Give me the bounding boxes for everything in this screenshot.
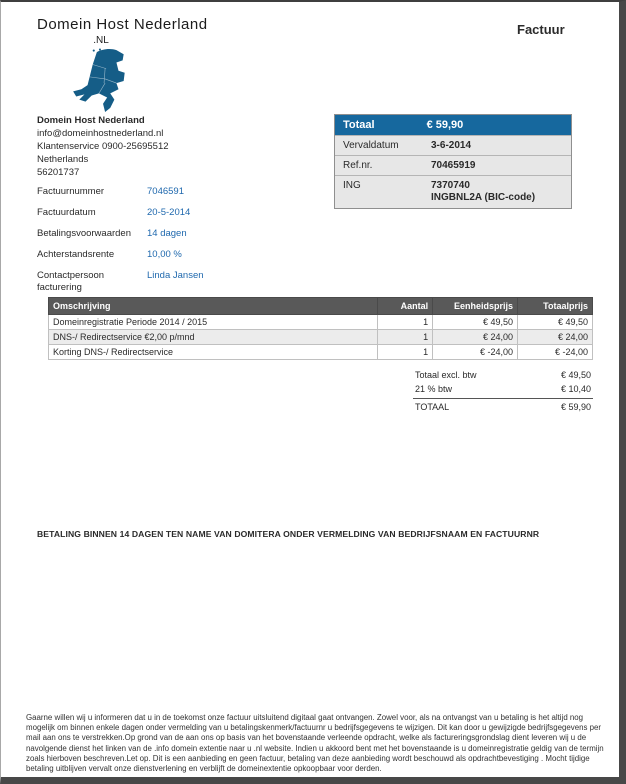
sender-email: info@domeinhostnederland.nl — [37, 128, 164, 139]
item-total-price: € 24,00 — [518, 330, 593, 345]
totals-row-grand-total — [413, 398, 593, 414]
total-amount: € 59,90 — [426, 119, 464, 131]
meta-label: Contactpersoon facturering — [37, 270, 105, 293]
total-summary-body — [335, 135, 571, 208]
totals-label: 21 % btw — [415, 384, 453, 394]
table-row — [49, 315, 593, 330]
summary-row-vervaldatum — [335, 135, 571, 155]
totals-block — [413, 368, 593, 414]
item-unit-price: € -24,00 — [433, 345, 518, 360]
late-interest-rate: 10,00 % — [147, 249, 182, 260]
meta-row-factuurdatum — [37, 207, 317, 219]
sender-phone: Klantenservice 0900-25695512 — [37, 141, 169, 152]
item-quantity: 1 — [378, 330, 433, 345]
item-unit-price: € 24,00 — [433, 330, 518, 345]
payment-terms: 14 dagen — [147, 228, 187, 239]
company-logo — [37, 16, 297, 46]
table-row — [49, 345, 593, 360]
invoice-date: 20-5-2014 — [147, 207, 191, 218]
payment-notice: BETALING BINNEN 14 DAGEN TEN NAME VAN DOMITERA ONDER VERMELDING VAN BEDRIJFSNAAM EN FACTUURNR — [37, 529, 540, 539]
sender-registration-number: 56201737 — [37, 167, 80, 178]
meta-label: Factuurdatum — [37, 207, 96, 218]
item-total-price: € 49,50 — [518, 315, 593, 330]
bic-code: INGBNL2A (BIC-code) — [431, 192, 536, 203]
column-header-unit-price: Eenheidsprijs — [433, 298, 518, 315]
billing-contact: Linda Jansen — [147, 270, 204, 281]
sender-block — [37, 114, 169, 179]
meta-row-factuurnummer — [37, 186, 317, 198]
document-title: Factuur — [517, 22, 565, 37]
total-label: Totaal — [343, 119, 375, 131]
item-quantity: 1 — [378, 345, 433, 360]
due-date: 3-6-2014 — [431, 140, 472, 151]
item-description: Domeinregistratie Periode 2014 / 2015 — [49, 315, 378, 330]
logo-title: Domein Host Nederland — [37, 16, 208, 33]
bank-details — [431, 180, 535, 204]
meta-label: Factuurnummer — [37, 186, 105, 197]
invoice-number: 7046591 — [147, 186, 184, 197]
footer-terms-paragraph: Gaarne willen wij u informeren dat u in de toekomst onze factuur uitsluitend digitaal gaat ontvangen. Zowel voor, als na ontvangst van u betaling is het altijd nog mogelijk om binnen enkele dagen onder vermelding van u betalingskenmerk/factuurnr u bedrijfsgegevens te wijzigen. Dit kan door u gewijzigde bedrijfsgegevens per mail aan ons te verstrekken.Op grond van de aan ons op basis van het bovenstaande verleende opdracht, welke als factureringsgrondslag dient leveren wij u de navolgende dienst het linken van de .info domein extentie naar u .nl website. Indien u akkoord bent met het bovenstaande is u domeinregistratie geldig van de termijn zoals hierboven beschreven.Let op. Dit is een aanbieding en geen factuur, betaling van deze aanbieding wordt beschouwd als opdrachtbevestiging . Mocht tijdige betaling uitblijven vervalt onze dienstverlening en verblijft de domeinextentie opkoopbaar voor derden. — [26, 713, 604, 774]
column-header-description: Omschrijving — [49, 298, 378, 315]
item-total-price: € -24,00 — [518, 345, 593, 360]
vat-value: € 10,40 — [560, 384, 591, 394]
grand-total-value: € 59,90 — [560, 402, 591, 412]
item-description: DNS-/ Redirectservice €2,00 p/mnd — [49, 330, 378, 345]
invoice-meta — [37, 186, 317, 303]
table-row — [49, 330, 593, 345]
item-unit-price: € 49,50 — [433, 315, 518, 330]
totals-label: TOTAAL — [415, 402, 450, 412]
meta-row-achterstandsrente — [37, 249, 317, 261]
totals-row-excl-btw — [413, 368, 593, 382]
logo-subtitle: .NL — [93, 35, 109, 46]
summary-row-refnr — [335, 155, 571, 175]
summary-label: Ref.nr. — [343, 160, 373, 171]
meta-label: Achterstandsrente — [37, 249, 115, 260]
summary-label: Vervaldatum — [343, 140, 399, 151]
total-summary-box — [334, 114, 572, 209]
sender-name: Domein Host Nederland — [37, 115, 145, 126]
line-items-table — [48, 297, 593, 360]
meta-label: Betalingsvoorwaarden — [37, 228, 132, 239]
bank-account: 7370740 — [431, 180, 470, 191]
summary-label: ING — [343, 180, 361, 191]
total-summary-header — [335, 115, 571, 135]
item-quantity: 1 — [378, 315, 433, 330]
column-header-total-price: Totaalprijs — [518, 298, 593, 315]
totals-row-btw — [413, 382, 593, 396]
totals-label: Totaal excl. btw — [415, 370, 477, 380]
reference-number: 70465919 — [431, 160, 476, 171]
table-header-row — [49, 298, 593, 315]
sender-country: Netherlands — [37, 154, 89, 165]
meta-row-betalingsvoorwaarden — [37, 228, 317, 240]
column-header-quantity: Aantal — [378, 298, 433, 315]
item-description: Korting DNS-/ Redirectservice — [49, 345, 378, 360]
meta-row-contactpersoon — [37, 270, 317, 294]
summary-row-ing — [335, 175, 571, 208]
subtotal-value: € 49,50 — [560, 370, 591, 380]
netherlands-map-icon — [71, 48, 133, 114]
